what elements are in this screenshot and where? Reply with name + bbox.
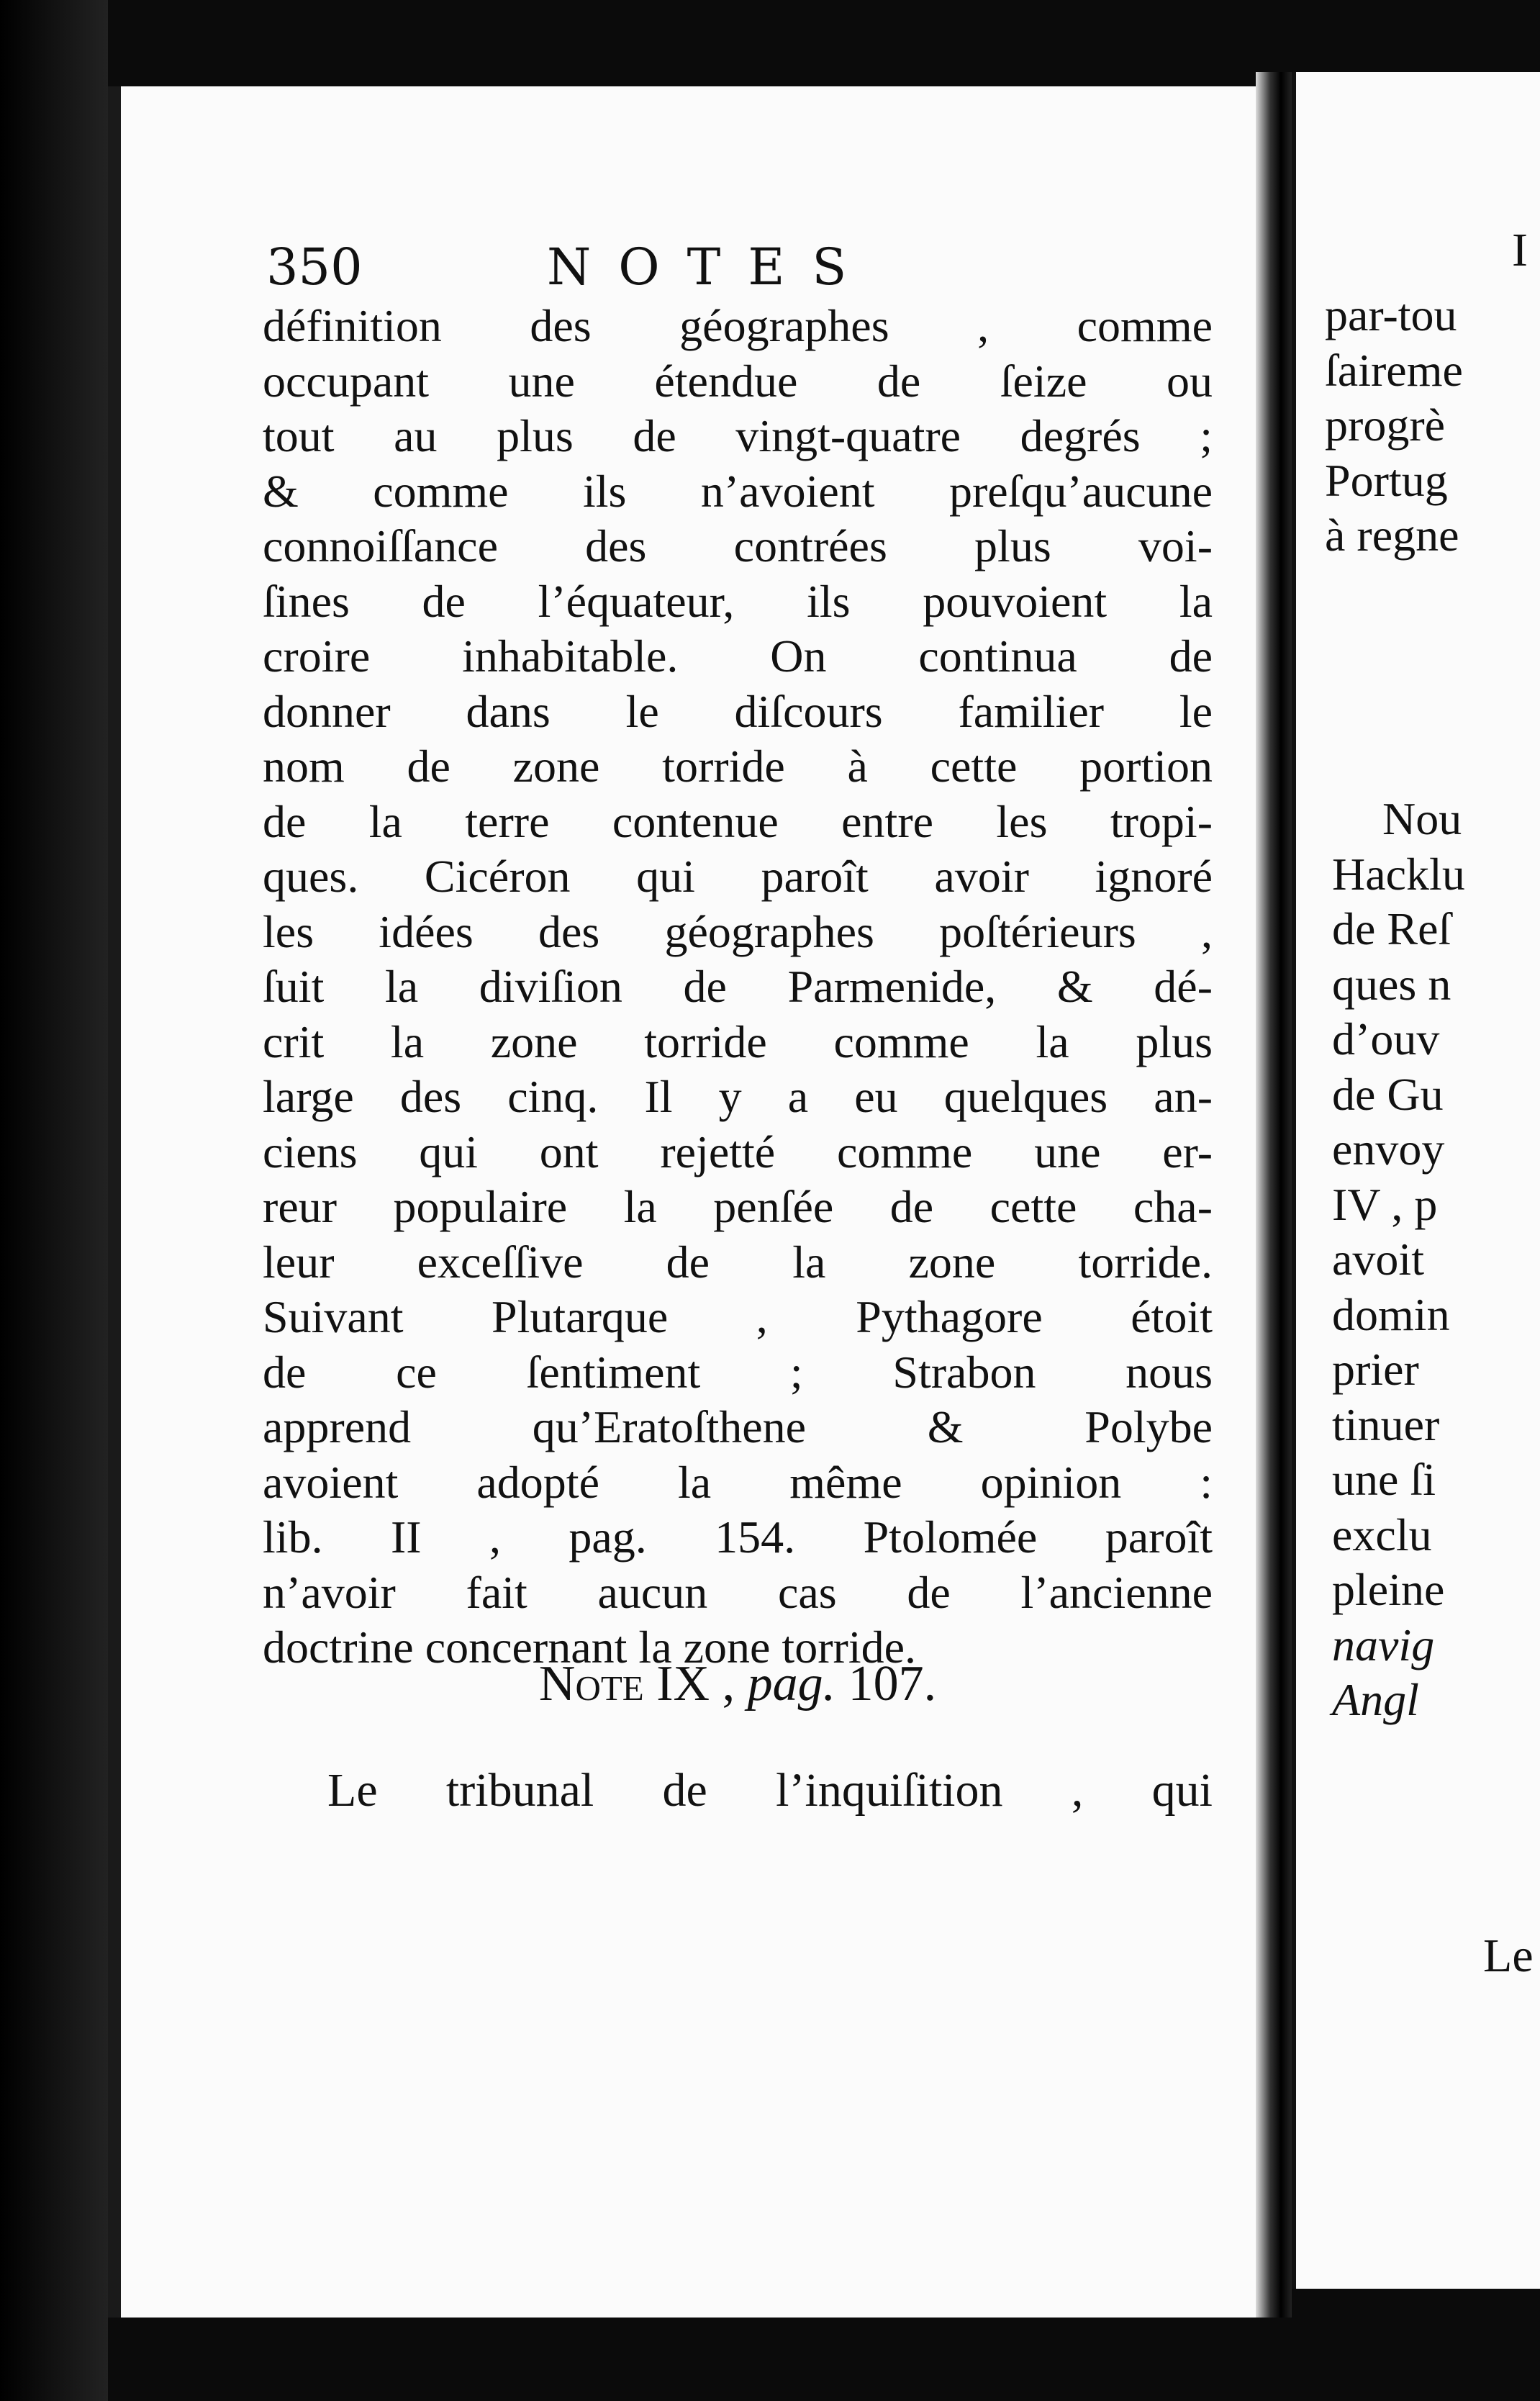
text-line: de Gu [1332,1068,1444,1120]
text-line: par-tou [1325,289,1457,340]
text-line: ſuit la diviſion de Parmenide, & dé- [263,961,1213,1012]
right-page-text-top [1325,288,1540,564]
text-line: une ſi [1332,1454,1436,1505]
text-line: connoiſſance des contrées plus voi- [263,520,1213,571]
text-line: d’ouv [1332,1013,1440,1064]
book-gutter [1256,72,1292,2318]
right-page-text-block [1332,792,1540,1728]
text-line: tinuer [1332,1398,1440,1450]
text-line: croire inhabitable. On continua de [263,630,1213,682]
text-line: Angl [1332,1674,1419,1725]
text-line: Portug [1325,454,1448,506]
text-line: de Reſ [1332,903,1451,954]
text-line: exclu [1332,1509,1432,1560]
right-running-head: I [1512,224,1528,276]
text-line: apprend qu’Eratoſthene & Polybe [263,1401,1213,1452]
text-line: progrè [1325,399,1446,451]
text-line: crit la zone torride comme la plus [263,1016,1213,1067]
text-line: & comme ils n’avoient preſqu’aucune [263,465,1213,517]
note-page-number: 107. [835,1656,937,1712]
text-line: ques n [1332,958,1451,1010]
text-line: de la terre contenue entre les tropi- [263,795,1213,847]
text-line: les idées des géographes poſtérieurs , [263,905,1213,957]
text-line: n’avoir fait aucun cas de l’ancienne [263,1566,1213,1618]
text-line: à regne [1325,510,1459,561]
text-line: doctrine concernant la zone torride. [263,1622,916,1673]
note-pag: pag. [747,1656,836,1712]
running-head-title: NOTES [547,238,874,297]
text-line: IV , p [1332,1178,1438,1230]
text-line: reur populaire la penſée de cette cha- [263,1181,1213,1232]
note-first-line: Le tribunal de l’inquiſition , qui [327,1764,1213,1817]
text-line: large des cinq. Il y a eu quelques an- [263,1071,1213,1122]
text-line: domin [1332,1288,1450,1340]
note-separator: , [710,1656,748,1712]
right-final-fragment: Le [1483,1930,1534,1982]
book-spine-shadow [0,0,108,2401]
text-line: de ce ſentiment ; Strabon nous [263,1346,1213,1398]
text-line: avoient adopté la même opinion : [263,1456,1213,1508]
text-line: prier [1332,1344,1419,1395]
text-line: ſines de l’équateur, ils pouvoient la [263,575,1213,627]
text-line: ciens qui ont rejetté comme une er- [263,1126,1213,1177]
text-line: avoit [1332,1234,1424,1285]
page-number: 350 [266,238,363,297]
text-line: leur exceſſive de la zone torride. [263,1236,1213,1288]
text-line: lib. II , pag. 154. Ptolomée paroît [263,1511,1213,1563]
text-line: Hacklu [1332,848,1465,900]
text-line: occupant une étendue de ſeize ou [263,355,1213,407]
text-line: ques. Cicéron qui paroît avoir ignoré [263,851,1213,902]
text-line: ſaireme [1325,344,1463,396]
text-line: navig [1332,1619,1435,1670]
text-line: tout au plus de vingt-quatre degrés ; [263,410,1213,461]
note-heading [263,1655,1213,1713]
text-line: pleine [1332,1564,1445,1615]
text-line: envoy [1332,1123,1445,1175]
text-line: Suivant Plutarque , Pythagore étoit [263,1291,1213,1342]
note-label: Note IX [538,1656,710,1712]
right-page [1292,72,1540,2289]
text-line: donner dans le diſcours familier le [263,685,1213,737]
text-line: définition des géographes , comme [263,300,1213,351]
body-text [263,299,1213,1676]
text-line: Nou [1382,793,1462,844]
text-line: nom de zone torride à cette portion [263,741,1213,792]
